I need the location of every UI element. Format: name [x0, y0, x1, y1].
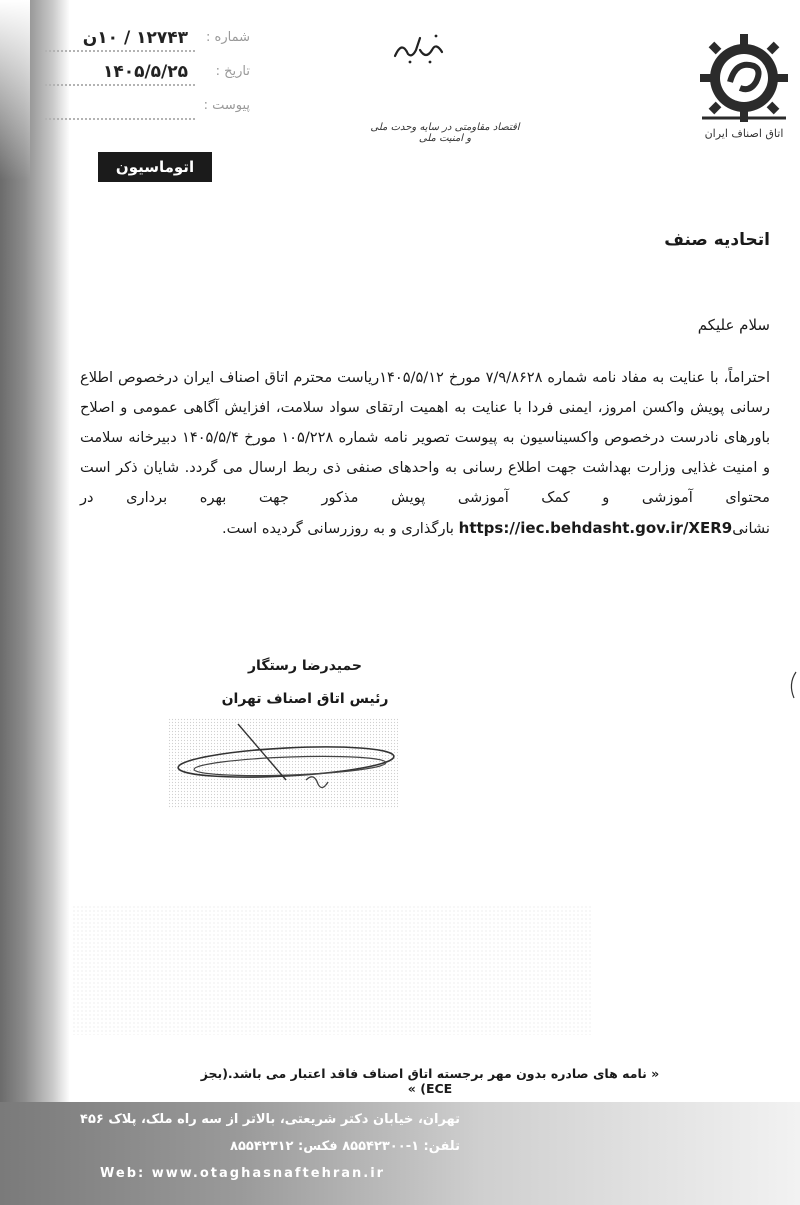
gear-emblem-icon [696, 30, 792, 126]
meta-date-label: تاریخ : [215, 64, 250, 79]
scan-shadow-fade [0, 0, 30, 180]
recipient: اتحادیه صنف [664, 230, 770, 250]
meta-attachment-label: پیوست : [203, 98, 250, 113]
faint-scan-area [72, 905, 592, 1035]
meta-date-dots [45, 84, 195, 86]
validity-notice: « نامه های صادره بدون مهر برجسته اتاق اصناف فاقد اعتبار می باشد.(بجز ECE) » [200, 1066, 660, 1096]
edge-pen-mark-icon [786, 670, 800, 700]
signer-title: رئیس اتاق اصناف تهران [221, 691, 389, 707]
scan-shadow [0, 0, 70, 1205]
basmala-calligraphy-icon [390, 28, 450, 68]
body-text-after-url: بارگذاری و به روزرسانی گردیده است. [221, 520, 459, 537]
footer-website[interactable]: Web: www.otaghasnaftehran.ir [100, 1166, 386, 1181]
letter-meta [40, 28, 250, 130]
education-url-link[interactable]: https://iec.behdasht.gov.ir/XER9 [458, 519, 733, 537]
meta-number-row [40, 28, 250, 62]
automation-stamp: اتوماسیون اداری [98, 152, 212, 182]
meta-attachment-dots [45, 118, 195, 120]
meta-attachment-row [40, 96, 250, 130]
logo-label: اتاق اصناف ایران [704, 127, 784, 140]
meta-date-value: ۱۴۰۵/۵/۲۵ [102, 62, 188, 82]
meta-number-value: ۱۲۷۴۳ / ۱۰ن [82, 28, 188, 48]
handwritten-signature-icon [168, 718, 398, 808]
meta-date-row [40, 62, 250, 96]
body-text-before-url: احتراماً، با عنایت به مفاد نامه شماره ۷/۹/۸۶۲۸ مورخ ۱۴۰۵/۵/۱۲ریاست محترم اتاق اصناف ایران درخصوص اطلاع رسانی پویش واکسن امروز، ایمنی فردا با عنایت به اهمیت ارتقای سواد سلامت، افزایش آگاهی عمومی و اصلاح باورهای نادرست درخصوص واکسیناسیون به پیوست تصویر نامه شماره ۱۰۵/۲۲۸ مورخ ۱۴۰۵/۵/۴ دبیرخانه سلامت و امنیت غذایی وزارت بهداشت جهت اطلاع رسانی به واحدهای صنفی ذی ربط ارسال می گردد. شایان ذکر است محتوای آموزشی و کمک آموزشی پویش مذکور جهت بهره برداری در نشانی [80, 369, 771, 537]
meta-number-dots [45, 50, 195, 52]
footer-band [0, 1102, 800, 1205]
footer-address: تهران، خیابان دکتر شریعتی، بالاتر از سه راه ملک، پلاک ۴۵۶ [80, 1112, 460, 1127]
header-motto: اقتصاد مقاومتی در سایه وحدت ملی و امنیت ملی [370, 122, 520, 144]
footer-phone: تلفن: ۱-۸۵۵۴۲۳۰۰ فکس: ۸۵۵۴۲۳۱۲ [230, 1139, 460, 1154]
salutation: سلام علیکم [697, 316, 770, 334]
meta-number-label: شماره : [206, 30, 250, 45]
letter-body [80, 363, 770, 544]
signer-name: حمیدرضا رستگار [248, 658, 362, 674]
